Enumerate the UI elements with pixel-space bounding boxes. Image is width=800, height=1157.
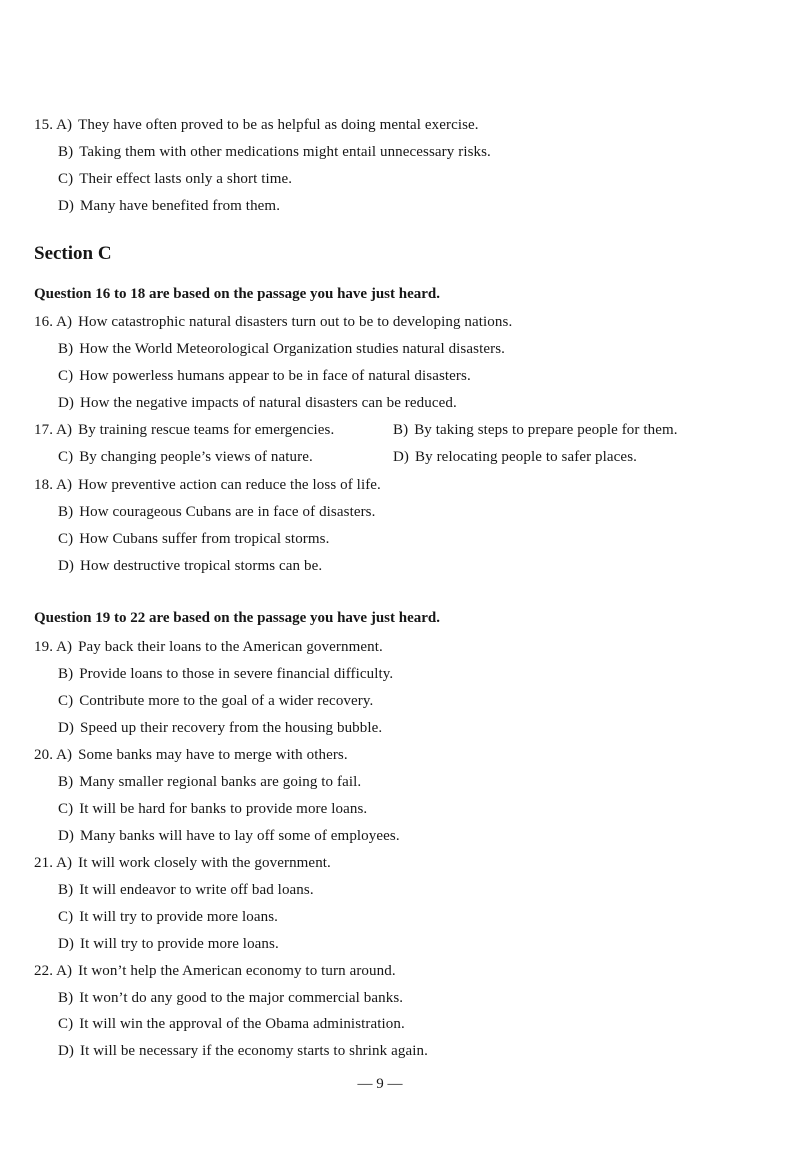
option-text: Speed up their recovery from the housing bubble.	[80, 720, 383, 736]
q18-option-b	[58, 503, 375, 521]
q17-option-b	[393, 421, 678, 439]
option-text: How destructive tropical storms can be.	[80, 558, 323, 574]
option-text: Their effect lasts only a short time.	[79, 171, 293, 187]
option-label: C)	[58, 801, 74, 817]
option-text: How powerless humans appear to be in face of natural disasters.	[79, 368, 471, 384]
question-instruction: Question 19 to 22 are based on the passage you have just heard.	[34, 610, 441, 626]
q20-option-d	[58, 827, 400, 845]
q22-option-c	[58, 1015, 405, 1033]
option-label: B)	[58, 504, 74, 520]
q21-option-b	[58, 881, 314, 899]
option-label: D)	[58, 936, 75, 952]
q19-option-b	[58, 665, 393, 683]
q18-option-a	[34, 476, 381, 494]
option-text: How the World Meteorological Organization studies natural disasters.	[79, 341, 505, 357]
option-label: 16. A)	[34, 314, 73, 330]
option-text: Pay back their loans to the American government.	[78, 639, 383, 655]
q21-option-a	[34, 854, 331, 872]
q16-option-b	[58, 340, 505, 358]
option-label: D)	[393, 449, 410, 465]
option-text: How courageous Cubans are in face of disasters.	[79, 504, 376, 520]
option-label: 18. A)	[34, 477, 73, 493]
option-label: 21. A)	[34, 855, 73, 871]
q15-option-c	[58, 170, 292, 188]
q15-option-a	[34, 116, 479, 134]
question-instruction: Question 16 to 18 are based on the passage you have just heard.	[34, 286, 441, 302]
option-text: Many have benefited from them.	[80, 198, 281, 214]
option-text: Many smaller regional banks are going to fail.	[79, 774, 362, 790]
option-label: C)	[58, 909, 74, 925]
option-text: Provide loans to those in severe financial difficulty.	[79, 666, 394, 682]
option-label: D)	[58, 1043, 75, 1059]
option-label: B)	[58, 774, 74, 790]
q19-option-a	[34, 638, 383, 656]
option-label: 17. A)	[34, 422, 73, 438]
q15-option-d	[58, 197, 280, 215]
option-text: It will try to provide more loans.	[80, 936, 279, 952]
q16-option-c	[58, 367, 471, 385]
q18-option-c	[58, 530, 329, 548]
option-label: C)	[58, 1016, 74, 1032]
option-text: By training rescue teams for emergencies.	[78, 422, 335, 438]
q19-option-c	[58, 692, 373, 710]
option-label: C)	[58, 368, 74, 384]
option-label: D)	[58, 828, 75, 844]
option-label: D)	[58, 198, 75, 214]
option-label: B)	[58, 341, 74, 357]
q19-option-d	[58, 719, 382, 737]
option-label: C)	[58, 449, 74, 465]
option-text: How Cubans suffer from tropical storms.	[79, 531, 330, 547]
option-text: It won’t do any good to the major commercial banks.	[79, 990, 404, 1006]
q21-option-c	[58, 908, 278, 926]
option-text: It will work closely with the government.	[78, 855, 331, 871]
option-text: Taking them with other medications might entail unnecessary risks.	[79, 144, 491, 160]
option-text: By changing people’s views of nature.	[79, 449, 313, 465]
section-title: Section C	[34, 243, 112, 264]
option-label: B)	[58, 144, 74, 160]
option-label: B)	[58, 882, 74, 898]
option-text: By relocating people to safer places.	[415, 449, 637, 465]
q15-option-b	[58, 143, 491, 161]
option-text: It will win the approval of the Obama administration.	[79, 1016, 405, 1032]
option-text: Many banks will have to lay off some of employees.	[80, 828, 400, 844]
q20-option-a	[34, 746, 348, 764]
option-label: C)	[58, 693, 74, 709]
option-label: B)	[393, 422, 409, 438]
q16-option-d	[58, 394, 457, 412]
option-text: It will be hard for banks to provide more loans.	[79, 801, 368, 817]
q22-option-b	[58, 989, 403, 1007]
option-text: Contribute more to the goal of a wider recovery.	[79, 693, 374, 709]
option-label: C)	[58, 171, 74, 187]
option-text: How catastrophic natural disasters turn out to be to developing nations.	[78, 314, 513, 330]
option-text: How the negative impacts of natural disasters can be reduced.	[80, 395, 457, 411]
option-text: They have often proved to be as helpful as doing mental exercise.	[78, 117, 479, 133]
option-label: D)	[58, 720, 75, 736]
q17-option-a	[34, 421, 334, 439]
page-number: — 9 —	[357, 1076, 403, 1092]
q16-option-a	[34, 313, 512, 331]
q18-option-d	[58, 557, 322, 575]
option-text: It won’t help the American economy to turn around.	[78, 963, 396, 979]
option-text: By taking steps to prepare people for them.	[414, 422, 678, 438]
option-text: It will be necessary if the economy starts to shrink again.	[80, 1043, 428, 1059]
option-text: Some banks may have to merge with others.	[78, 747, 348, 763]
option-label: D)	[58, 395, 75, 411]
option-text: How preventive action can reduce the loss of life.	[78, 477, 381, 493]
q22-option-d	[58, 1042, 428, 1060]
option-label: 22. A)	[34, 963, 73, 979]
q17-option-d	[393, 448, 637, 466]
q20-option-c	[58, 800, 367, 818]
option-label: 19. A)	[34, 639, 73, 655]
q22-option-a	[34, 962, 396, 980]
option-label: C)	[58, 531, 74, 547]
q20-option-b	[58, 773, 361, 791]
option-label: B)	[58, 666, 74, 682]
option-text: It will endeavor to write off bad loans.	[79, 882, 314, 898]
option-label: D)	[58, 558, 75, 574]
option-label: 15. A)	[34, 117, 73, 133]
q17-option-c	[58, 448, 313, 466]
option-label: B)	[58, 990, 74, 1006]
q21-option-d	[58, 935, 279, 953]
option-text: It will try to provide more loans.	[79, 909, 278, 925]
option-label: 20. A)	[34, 747, 73, 763]
